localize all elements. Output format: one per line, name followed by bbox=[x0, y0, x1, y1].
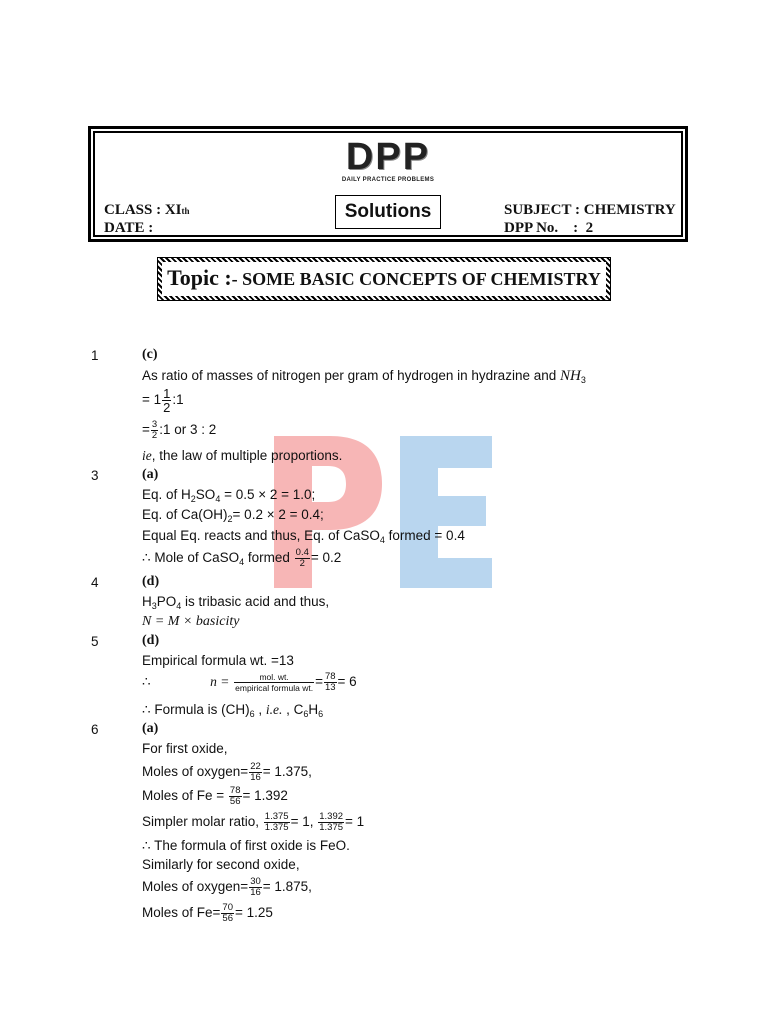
solution-line: Moles of oxygen= $\frac{30}{16}$ = 1.875, bbox=[142, 876, 312, 898]
header-box bbox=[88, 126, 688, 242]
dpp-logo bbox=[91, 137, 685, 183]
solution-line: For first oxide, bbox=[142, 741, 228, 756]
solution-line: Eq. of $Ca(OH)_2= 0.2 \times 2 = 0.4$; bbox=[142, 507, 324, 524]
answer-option: (a) bbox=[142, 467, 159, 482]
solution-line: Eq. of $H_2SO_4 = 0.5 \times 2 = 1.0$; bbox=[142, 487, 316, 504]
question-number: 3 bbox=[91, 468, 99, 483]
answer-option: (d) bbox=[142, 633, 160, 648]
solution-line: Moles of Fe= $\frac{70}{56}$ = 1.25 bbox=[142, 902, 273, 924]
solution-line: = $\frac{3}{2}$ :1 or 3 : 2 bbox=[142, 419, 217, 441]
solution-line: ∴ Formula is $(CH)_6$ , i.e. , $C_6H_6$ bbox=[142, 702, 324, 719]
solution-line: Moles of oxygen= $\frac{22}{16}$ = 1.375, bbox=[142, 761, 312, 783]
solution-line: ∴ The formula of first oxide is FeO. bbox=[142, 838, 350, 853]
question-number: 4 bbox=[91, 575, 99, 590]
solution-line: Empirical formula wt. =13 bbox=[142, 653, 294, 668]
solution-line: = 1 $\frac{1}{2}$ :1 bbox=[142, 386, 184, 415]
question-number: 5 bbox=[91, 634, 99, 649]
topic-banner bbox=[157, 257, 611, 301]
solution-line: Moles of Fe = $\frac{78}{56}$ = 1.392 bbox=[142, 785, 288, 807]
question-number: 1 bbox=[91, 348, 99, 363]
solution-line: Similarly for second oxide, bbox=[142, 857, 300, 872]
watermark-e-shape bbox=[400, 436, 492, 588]
question-number: 6 bbox=[91, 722, 99, 737]
dpp-number-label: DPP No. : 2 bbox=[504, 220, 594, 236]
solution-line: Simpler molar ratio, $\frac{1.375}{1.375}$ = 1, $\frac{1.392}{1.375}$ = 1 bbox=[142, 811, 365, 833]
solution-line: N = M × basicity bbox=[142, 614, 240, 629]
solution-line: ∴ n = $\frac{\text{mol. wt.}}{\text{empirical formula wt.}}$ = $\frac{78}{13}$ = 6 bbox=[142, 671, 357, 693]
solution-line: $H_3PO_4$ is tribasic acid and thus, bbox=[142, 594, 330, 611]
answer-option: (c) bbox=[142, 347, 158, 362]
solution-line: As ratio of masses of nitrogen per gram of hydrogen in hydrazine and $NH_3$ bbox=[142, 368, 586, 385]
solution-line: ∴ Mole of CaSO$_4$ formed $\frac{0.4}{2}$ = 0.2 bbox=[142, 547, 342, 569]
solution-line: Equal Eq. reacts and thus, Eq. of CaSO$_4$ formed = 0.4 bbox=[142, 528, 465, 545]
logo-main-text: DPP bbox=[345, 136, 431, 178]
logo-sub-text: DAILY PRACTICE PROBLEMS bbox=[341, 177, 435, 183]
answer-option: (a) bbox=[142, 721, 159, 736]
topic-title: SOME BASIC CONCEPTS OF CHEMISTRY bbox=[242, 269, 601, 289]
solutions-box: Solutions bbox=[335, 195, 441, 229]
topic-dash: - bbox=[231, 269, 243, 289]
date-label: DATE : bbox=[104, 220, 154, 236]
topic-prefix: Topic : bbox=[167, 265, 232, 290]
solution-line: ie, the law of multiple proportions. bbox=[142, 448, 343, 463]
class-label: CLASS : XIth bbox=[104, 202, 190, 218]
answer-option: (d) bbox=[142, 574, 160, 589]
subject-label: SUBJECT : CHEMISTRY bbox=[504, 202, 676, 218]
